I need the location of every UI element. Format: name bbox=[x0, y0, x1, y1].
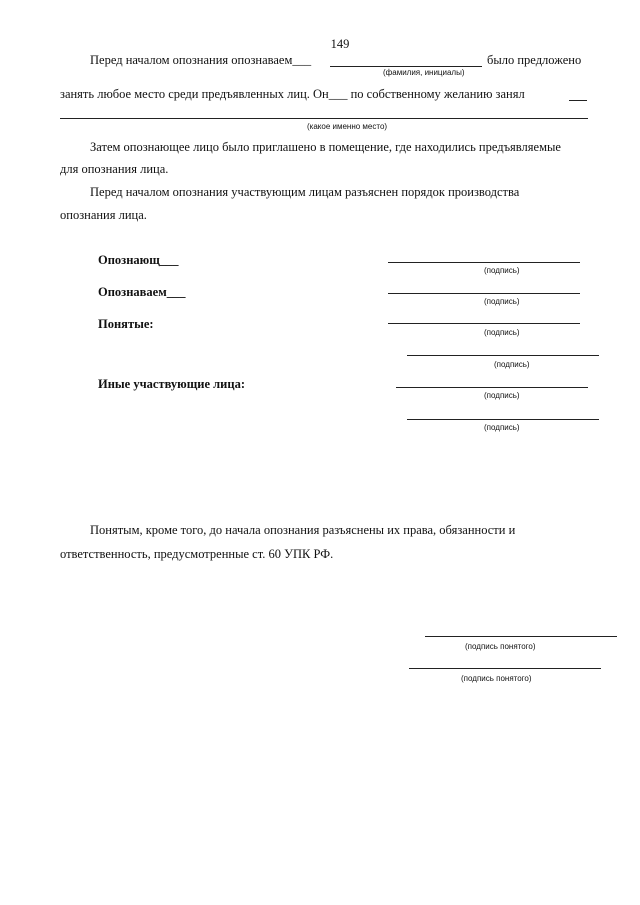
witness2-signature-caption: (подпись) bbox=[494, 360, 530, 369]
para2-line2: для опознания лица. bbox=[60, 162, 169, 176]
identified-signature-line bbox=[388, 293, 580, 294]
place-blank-short bbox=[569, 100, 587, 101]
other1-signature-line bbox=[396, 387, 588, 388]
para3-line2: опознания лица. bbox=[60, 208, 147, 222]
others-label: Иные участвующие лица: bbox=[98, 377, 245, 391]
para4-line2: ответственность, предусмотренные ст. 60 УПК РФ. bbox=[60, 547, 334, 561]
caption-name-initials: (фамилия, инициалы) bbox=[383, 68, 465, 77]
para1-line1-end: было предложено bbox=[487, 53, 582, 67]
other2-signature-caption: (подпись) bbox=[484, 423, 520, 432]
identifier-signature-line bbox=[388, 262, 580, 263]
witnesses-label: Понятые: bbox=[98, 317, 154, 331]
para2-line1: Затем опознающее лицо было приглашено в помещение, где находились предъявляемые bbox=[90, 140, 561, 154]
witness-a-signature-line bbox=[425, 636, 617, 637]
para1-line1-start: Перед началом опознания опознаваем___ bbox=[90, 53, 312, 67]
para3-line1: Перед началом опознания участвующим лицам разъяснен порядок производства bbox=[90, 185, 520, 199]
para1-line2: занять любое место среди предъявленных лиц. Он___ по собственному желанию занял bbox=[60, 87, 525, 101]
identified-signature-caption: (подпись) bbox=[484, 297, 520, 306]
caption-which-place: (какое именно место) bbox=[307, 122, 388, 131]
witness-b-signature-line bbox=[409, 668, 601, 669]
other1-signature-caption: (подпись) bbox=[484, 391, 520, 400]
identifier-signature-caption: (подпись) bbox=[484, 266, 520, 275]
place-blank-line bbox=[60, 118, 588, 119]
identifier-label: Опознающ___ bbox=[98, 253, 179, 267]
witness-a-signature-caption: (подпись понятого) bbox=[465, 642, 536, 651]
para4-line1: Понятым, кроме того, до начала опознания разъяснены их права, обязанности и bbox=[90, 523, 516, 537]
witness1-signature-caption: (подпись) bbox=[484, 328, 520, 337]
page-number: 149 bbox=[330, 37, 350, 51]
name-blank-line bbox=[330, 66, 482, 67]
identified-label: Опознаваем___ bbox=[98, 285, 186, 299]
witness2-signature-line bbox=[407, 355, 599, 356]
witness-b-signature-caption: (подпись понятого) bbox=[461, 674, 532, 683]
other2-signature-line bbox=[407, 419, 599, 420]
witness1-signature-line bbox=[388, 323, 580, 324]
